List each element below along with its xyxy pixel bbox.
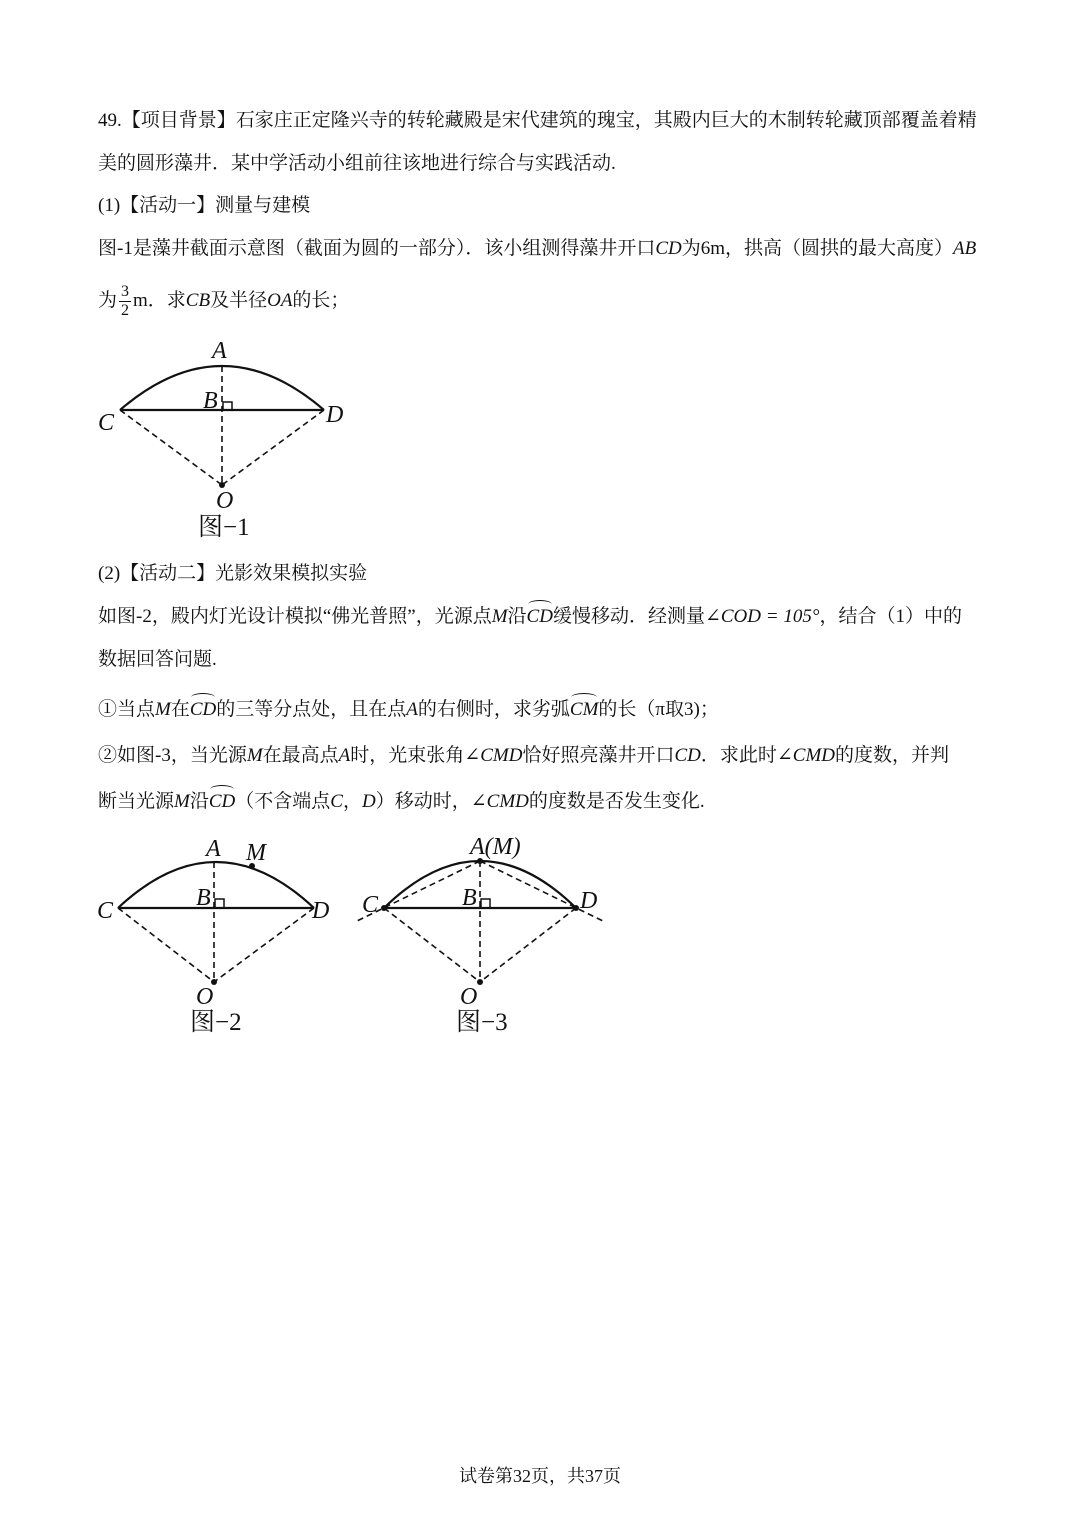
text-segment: 缓慢移动．经测量: [552, 606, 705, 627]
arc-cm-ref: CM: [570, 695, 599, 725]
point-m-ref: M: [491, 606, 508, 627]
figure-2-caption: 图−2: [190, 1009, 242, 1036]
arc-cd-ref: CD: [190, 695, 216, 725]
text-segment: 及半径: [210, 289, 268, 311]
point-d: [573, 905, 579, 911]
text-segment: 的长（π取3)；: [598, 699, 719, 720]
segment-cd: CD: [655, 238, 682, 259]
text-segment: 为6m，拱高（圆拱的最大高度）: [681, 238, 954, 259]
text-segment: 如图-2，殿内灯光设计模拟“佛光普照”，光源点: [98, 606, 492, 627]
segment-oa: OA: [267, 289, 293, 311]
label-b: B: [203, 388, 218, 414]
part2-title: (2)【活动二】光影效果模拟实验: [98, 563, 368, 584]
label-d: D: [326, 402, 344, 428]
problem-intro-line1: 49.【项目背景】石家庄正定隆兴寺的转轮藏殿是宋代建筑的瑰宝，其殿内巨大的木制转轮藏顶部覆盖着精: [98, 110, 977, 131]
figure-3-caption: 图−3: [456, 1009, 508, 1036]
figure-1-caption: 图−1: [198, 514, 250, 541]
point-a-ref: A: [338, 745, 351, 766]
arc-cd-ref: CD: [209, 787, 235, 817]
point-c-ref: C: [330, 791, 343, 812]
label-d: D: [580, 888, 598, 914]
label-c: C: [362, 892, 379, 918]
label-o: O: [196, 984, 214, 1010]
part1-title: (1)【活动一】测量与建模: [98, 195, 311, 216]
text-segment: ②如图-3，当光源: [98, 745, 247, 766]
page-footer: 试卷第32页，共37页: [459, 1466, 621, 1486]
right-angle-mark: [481, 899, 490, 908]
text-segment: ．求此时: [700, 745, 777, 766]
text-segment: ①当点: [98, 699, 156, 720]
line-co: [384, 908, 480, 982]
text-segment: 图-1是藻井截面示意图（截面为圆的一部分）．该小组测得藻井开口: [98, 238, 656, 259]
text-segment: m．求: [133, 289, 186, 311]
segment-cd: CD: [674, 745, 701, 766]
text-segment: 沿: [507, 606, 527, 627]
part2-line2: 数据回答问题.: [98, 649, 217, 670]
point-m-ref: M: [174, 791, 190, 812]
label-c: C: [98, 410, 115, 436]
segment-cb: CB: [185, 289, 211, 311]
label-o: O: [216, 488, 234, 514]
label-b: B: [462, 885, 477, 911]
arc-cd-ref: CD: [527, 602, 553, 632]
point-d-ref: D: [361, 791, 376, 812]
text-segment: ）移动时，: [375, 791, 471, 812]
label-o: O: [460, 984, 478, 1010]
line-do: [480, 908, 576, 982]
text-segment: （不含端点: [235, 791, 331, 812]
angle-cod: ∠COD = 105°: [704, 606, 820, 627]
segment-ab: AB: [953, 238, 977, 259]
point-m-ref: M: [155, 699, 171, 720]
text-segment: 为: [98, 289, 118, 311]
text-segment: 沿: [189, 791, 209, 812]
label-m: M: [246, 840, 266, 866]
text-segment: 的右侧时，求劣弧: [417, 699, 570, 720]
point-a-ref: A: [406, 699, 418, 720]
text-segment: 在: [170, 699, 190, 720]
label-a: A: [206, 836, 221, 862]
label-b: B: [196, 885, 211, 911]
fraction-denominator: 2: [121, 302, 130, 319]
text-segment: ，结合（1）中的: [819, 606, 962, 627]
angle-cmd: ∠CMD: [464, 745, 523, 766]
text-segment: 恰好照亮藻井开口: [522, 745, 675, 766]
fraction-numerator: 3: [121, 283, 130, 300]
text-segment: 的三等分点处，且在点: [216, 699, 407, 720]
angle-cmd: ∠CMD: [470, 791, 529, 812]
text-segment: 时，光束张角: [350, 745, 465, 766]
point-c: [381, 905, 387, 911]
label-a-m: A(M): [470, 834, 521, 860]
label-d: D: [312, 898, 330, 924]
text-segment: 的度数，并判: [835, 745, 950, 766]
point-m-ref: M: [246, 745, 263, 766]
point-o: [477, 979, 483, 985]
text-segment: 在最高点: [262, 745, 339, 766]
problem-intro-line2: 美的圆形藻井．某中学活动小组前往该地进行综合与实践活动.: [98, 153, 616, 174]
label-a: A: [212, 338, 227, 364]
text-segment: 断当光源: [98, 791, 175, 812]
text-segment: 的长；: [292, 289, 350, 311]
text-segment: ，: [342, 791, 362, 812]
text-segment: 的度数是否发生变化.: [528, 791, 705, 812]
label-c: C: [97, 898, 114, 924]
angle-cmd: ∠CMD: [776, 745, 836, 766]
